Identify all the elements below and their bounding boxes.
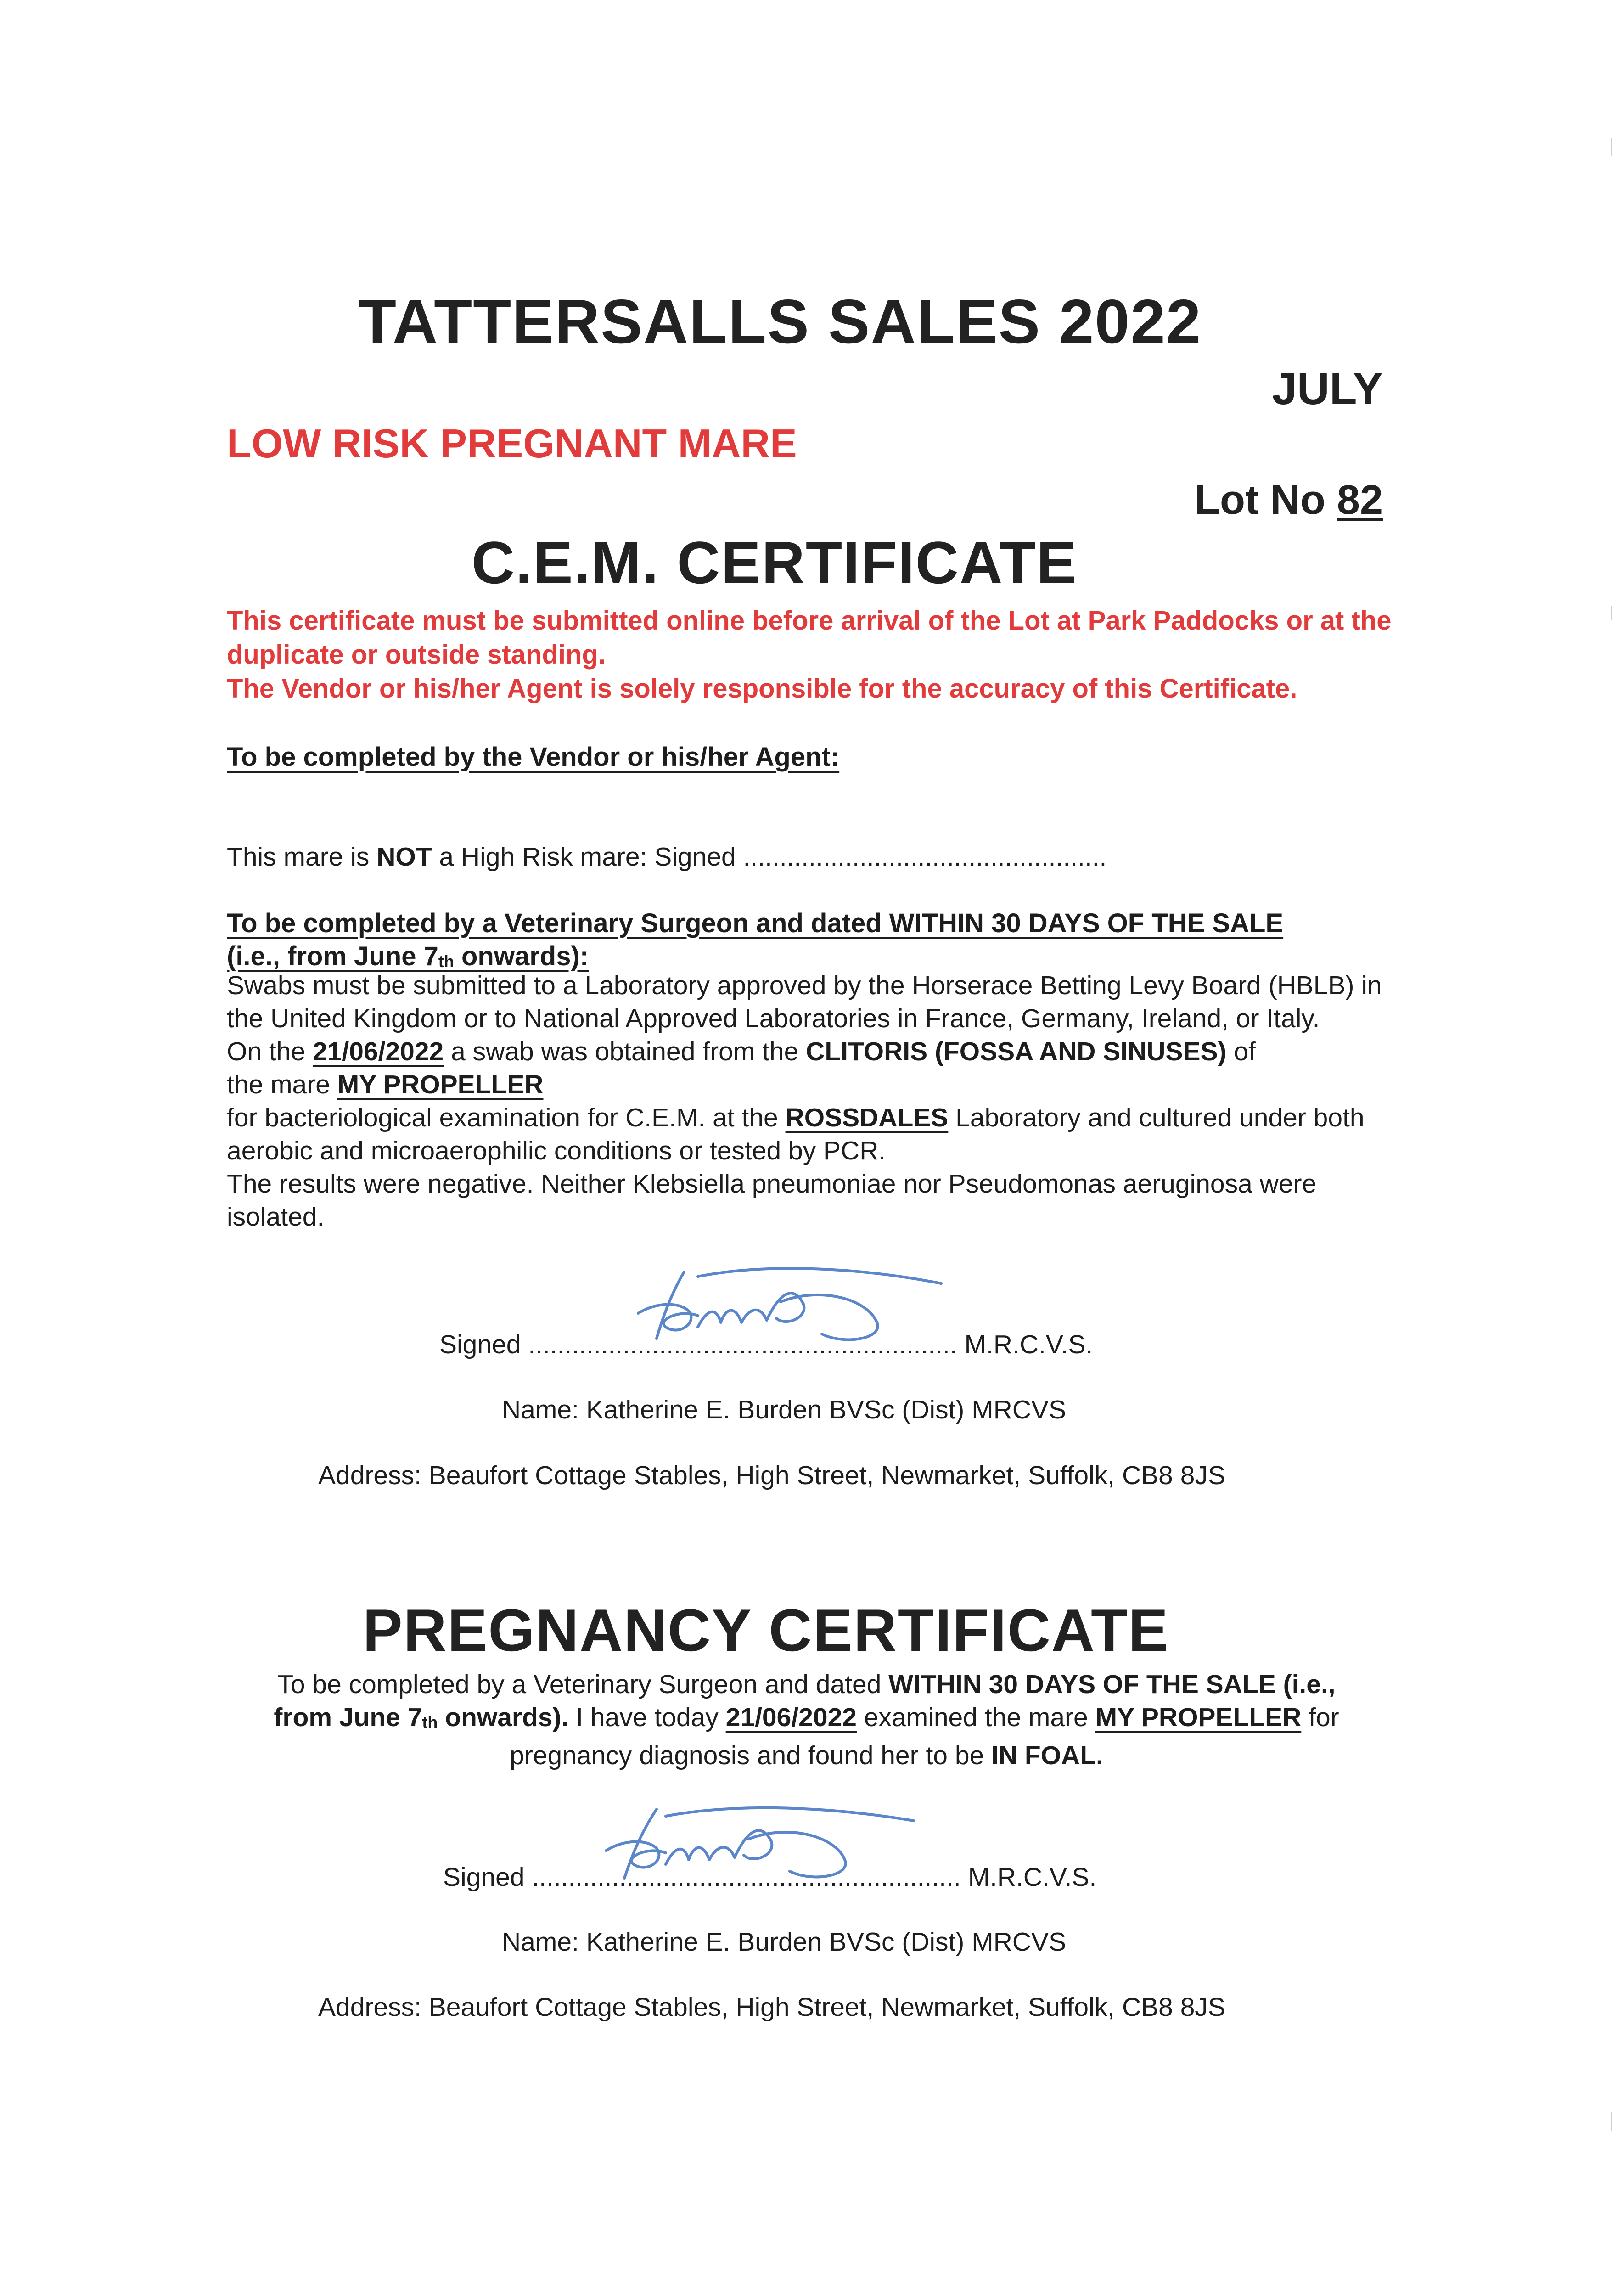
mrcvs-suffix: M.R.C.V.S. [957, 1330, 1093, 1359]
lab-post: Laboratory and cultured under both aerobic and microaerophilic conditions or tested by PCR. [227, 1103, 1365, 1165]
mare-name: MY PROPELLER [1095, 1703, 1302, 1732]
swab-date: 21/06/2022 [312, 1037, 444, 1066]
declaration-text: This mare is [227, 842, 377, 872]
lot-number-line [1195, 477, 1383, 524]
swab-mid: a swab was obtained from the [444, 1037, 806, 1066]
ordinal-suffix: th [438, 952, 454, 971]
swab-requirement: Swabs must be submitted to a Laboratory approved by the Horserace Betting Levy Board (HBLB) in the United Kingdom or to National Approved Laboratories in France, Germany, Ireland, or Italy. [227, 971, 1382, 1033]
results-statement: The results were negative. Neither Klebsiella pneumoniae nor Pseudomonas aeruginosa were isolated. [227, 1169, 1317, 1232]
vet-heading-onwards: onwards): [454, 941, 589, 971]
cem-body [227, 969, 1402, 1233]
cem-certificate-title: C.E.M. CERTIFICATE [472, 529, 1078, 596]
pregnancy-line-1 [227, 1668, 1386, 1701]
declaration-signature-line: a High Risk mare: Signed .................................................. [432, 842, 1107, 872]
vet-address: Address: Beaufort Cottage Stables, High Street, Newmarket, Suffolk, CB8 8JS [318, 1992, 1225, 2022]
pregnancy-line-2 [227, 1701, 1386, 1739]
preg-p1-bold: WITHIN 30 DAYS OF THE SALE (i.e., [888, 1670, 1336, 1699]
scan-edge-mark [1611, 138, 1612, 156]
signed-label: Signed ........................................................... [439, 1330, 957, 1359]
cem-signature-image [629, 1258, 950, 1350]
declaration-not: NOT [376, 842, 432, 872]
mare-statement [227, 1068, 1402, 1101]
high-risk-declaration [227, 840, 1106, 873]
scan-edge-mark [1611, 2112, 1612, 2131]
preg-p1: To be completed by a Veterinary Surgeon and dated [277, 1670, 889, 1699]
mrcvs-suffix: M.R.C.V.S. [960, 1863, 1097, 1892]
mare-pre: the mare [227, 1070, 337, 1099]
vet-heading-line-1: To be completed by a Veterinary Surgeon and dated WITHIN 30 DAYS OF THE SALE [227, 908, 1284, 938]
pregnancy-signature-image [592, 1795, 923, 1887]
pregnancy-line-3 [227, 1739, 1386, 1772]
laboratory-statement [227, 1101, 1402, 1167]
swab-of: of [1226, 1037, 1256, 1066]
pregnancy-result: IN FOAL. [991, 1741, 1103, 1770]
scan-edge-mark [1611, 606, 1612, 620]
notice-submission: This certificate must be submitted online before arrival of the Lot at Park Paddocks or at the duplicate or outside standing. [227, 606, 1392, 670]
risk-label: LOW RISK PREGNANT MARE [227, 421, 797, 466]
preg-mid: I have today [568, 1703, 726, 1732]
vet-name: Name: Katherine E. Burden BVSc (Dist) MRCVS [502, 1395, 1067, 1424]
lab-name: ROSSDALES [785, 1103, 949, 1132]
swab-site: CLITORIS (FOSSA AND SINUSES) [806, 1037, 1227, 1066]
swab-pre: On the [227, 1037, 313, 1066]
preg-onwards: onwards). [438, 1703, 569, 1732]
preg-for: for [1301, 1703, 1339, 1732]
lab-pre: for bacteriological examination for C.E.M. at the [227, 1103, 786, 1132]
mare-name: MY PROPELLER [337, 1070, 544, 1099]
signed-label: Signed ........................................................... [443, 1863, 961, 1892]
sale-month: JULY [1272, 363, 1383, 414]
lot-number: 82 [1337, 477, 1383, 523]
vendor-section-heading: To be completed by the Vendor or his/her Agent: [227, 742, 840, 772]
preg-mid2: examined the mare [856, 1703, 1095, 1732]
notice-responsibility: The Vendor or his/her Agent is solely responsible for the accuracy of this Certificate. [227, 674, 1297, 703]
pregnancy-body [227, 1668, 1386, 1772]
lot-prefix: Lot No [1194, 477, 1325, 523]
preg-date-start: from June 7 [274, 1703, 422, 1732]
exam-date: 21/06/2022 [725, 1703, 857, 1732]
vet-address: Address: Beaufort Cottage Stables, High Street, Newmarket, Suffolk, CB8 8JS [318, 1461, 1225, 1490]
vet-heading-date: (i.e., from June 7 [227, 941, 438, 971]
vet-section-heading [227, 907, 1283, 978]
submission-notice [227, 604, 1421, 706]
preg-p3: pregnancy diagnosis and found her to be [510, 1741, 992, 1770]
vet-name: Name: Katherine E. Burden BVSc (Dist) MRCVS [502, 1927, 1067, 1957]
ordinal-suffix: th [422, 1713, 438, 1732]
document-title: TATTERSALLS SALES 2022 [358, 287, 1202, 356]
swab-statement [227, 1035, 1402, 1068]
pregnancy-certificate-title: PREGNANCY CERTIFICATE [363, 1597, 1169, 1664]
